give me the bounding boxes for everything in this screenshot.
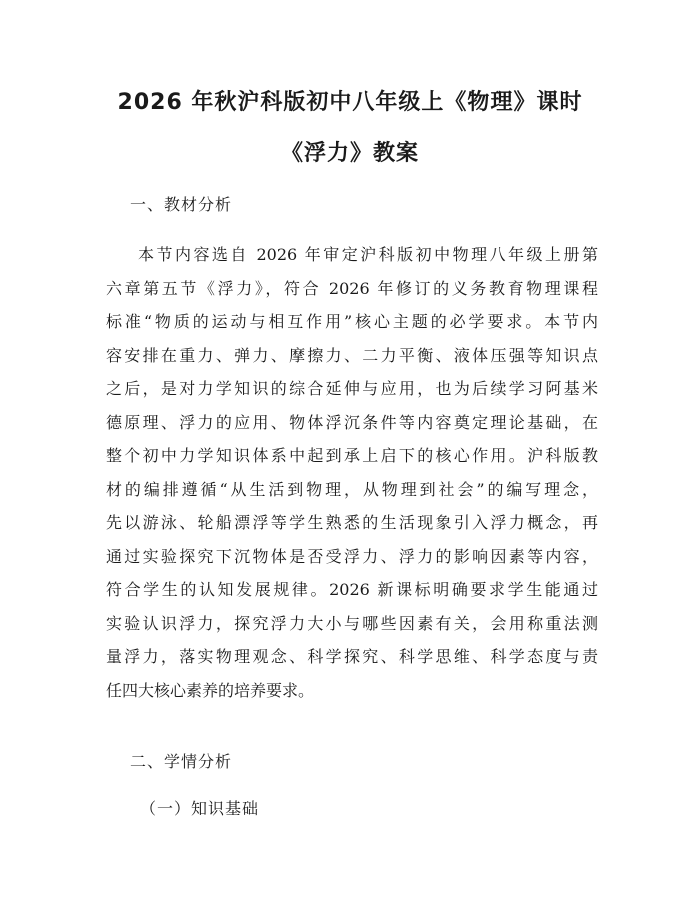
paragraph-line: 六章第五节《浮力》，符合 2026 年修订的义务教育物理课程 (106, 278, 598, 298)
paragraph-line: 任四大核心素养的培养要求。 (106, 680, 315, 700)
document-title-line-1: 2026 年秋沪科版初中八年级上《物理》课时 (117, 90, 583, 115)
paragraph-line: 本节内容选自 2026 年审定沪科版初中物理八年级上册第 (138, 245, 598, 264)
paragraph-line: 材的编排遵循“从生活到物理，从物理到社会”的编写理念， (106, 479, 598, 499)
paragraph-line: 德原理、浮力的应用、物体浮沉条件等内容奠定理论基础，在 (106, 412, 598, 432)
section-heading-textbook-analysis: 一、教材分析 (130, 195, 233, 214)
paragraph-line: 标准“物质的运动与相互作用”核心主题的必学要求。本节内 (106, 312, 598, 331)
paragraph-line: 先以游泳、轮船漂浮等学生熟悉的生活现象引入浮力概念，再 (106, 513, 598, 532)
subsection-heading-knowledge-basis: （一）知识基础 (140, 799, 260, 818)
paragraph-line: 通过实验探究下沉物体是否受浮力、浮力的影响因素等内容， (106, 546, 598, 566)
paragraph-line: 整个初中力学知识体系中起到承上启下的核心作用。沪科版教 (106, 446, 598, 465)
paragraph-line: 容安排在重力、弹力、摩擦力、二力平衡、液体压强等知识点 (106, 345, 598, 365)
section-heading-student-analysis: 二、学情分析 (130, 752, 233, 771)
paragraph-line: 量浮力，落实物理观念、科学探究、科学思维、科学态度与责 (106, 647, 598, 666)
document-title-line-2: 《浮力》教案 (280, 141, 419, 166)
textbook-analysis-paragraph (106, 238, 598, 707)
paragraph-line: 之后，是对力学知识的综合延伸与应用，也为后续学习阿基米 (106, 379, 598, 398)
paragraph-line: 符合学生的认知发展规律。2026 新课标明确要求学生能通过 (106, 580, 598, 599)
paragraph-line: 实验认识浮力，探究浮力大小与哪些因素有关，会用称重法测 (106, 613, 598, 633)
